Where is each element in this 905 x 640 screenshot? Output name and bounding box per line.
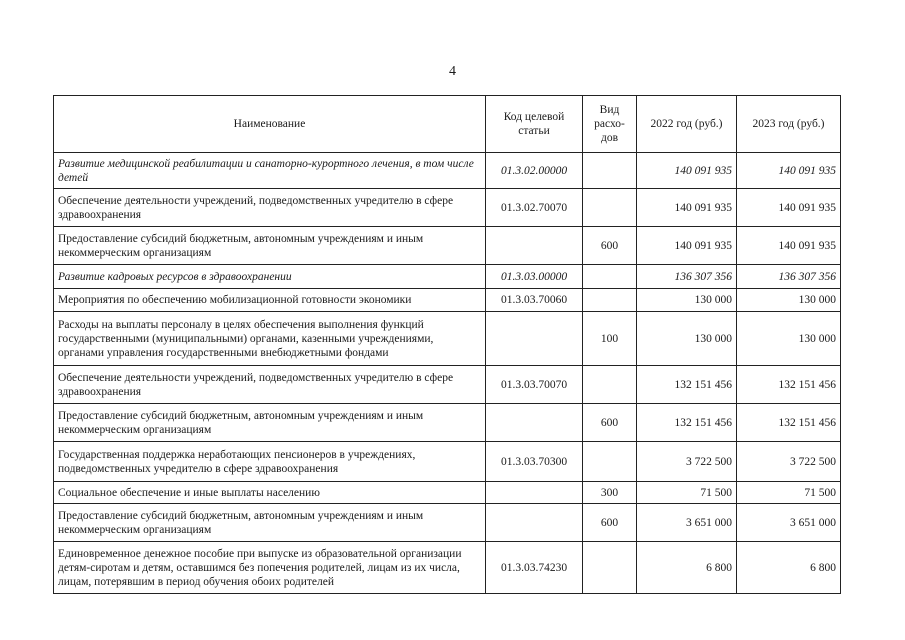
row-code: 01.3.03.70300 [486,442,583,482]
table-row [54,482,841,504]
row-2023: 6 800 [737,542,841,594]
row-code [486,404,583,442]
table-header-row [54,96,841,153]
table-row [54,227,841,265]
row-2022: 3 651 000 [637,504,737,542]
row-2023: 3 722 500 [737,442,841,482]
row-name: Предоставление субсидий бюджетным, автономным учреждениям и иным некоммерческим организациям [54,504,486,542]
header-2022: 2022 год (руб.) [637,96,737,153]
table-row [54,312,841,366]
row-2022: 130 000 [637,312,737,366]
row-name: Развитие медицинской реабилитации и санаторно-курортного лечения, в том числе детей [54,153,486,189]
row-name: Мероприятия по обеспечению мобилизационной готовности экономики [54,289,486,312]
table-row [54,153,841,189]
header-2023: 2023 год (руб.) [737,96,841,153]
row-vid: 600 [583,504,637,542]
row-2022: 132 151 456 [637,404,737,442]
row-2023: 130 000 [737,312,841,366]
row-code [486,312,583,366]
row-2023: 140 091 935 [737,189,841,227]
row-vid: 600 [583,404,637,442]
row-vid [583,153,637,189]
row-code: 01.3.02.70070 [486,189,583,227]
row-code: 01.3.03.74230 [486,542,583,594]
row-2022: 140 091 935 [637,189,737,227]
row-code [486,482,583,504]
table-row [54,404,841,442]
table-row [54,504,841,542]
row-name: Предоставление субсидий бюджетным, автономным учреждениям и иным некоммерческим организациям [54,404,486,442]
row-2023: 132 151 456 [737,404,841,442]
table-row [54,189,841,227]
row-name: Предоставление субсидий бюджетным, автономным учреждениям и иным некоммерческим организациям [54,227,486,265]
row-2022: 140 091 935 [637,227,737,265]
row-vid: 300 [583,482,637,504]
row-name: Расходы на выплаты персоналу в целях обеспечения выполнения функций государственными (муниципальными) органами, казенными учреждениями, органами управления государственными внебюджетными фондами [54,312,486,366]
row-2022: 132 151 456 [637,366,737,404]
row-name: Государственная поддержка неработающих пенсионеров в учреждениях, подведомственных учредителю в сфере здравоохранения [54,442,486,482]
row-2022: 136 307 356 [637,265,737,289]
row-vid [583,366,637,404]
row-code: 01.3.03.70070 [486,366,583,404]
row-name: Обеспечение деятельности учреждений, подведомственных учредителю в сфере здравоохранения [54,366,486,404]
row-code [486,227,583,265]
row-name: Социальное обеспечение и иные выплаты населению [54,482,486,504]
row-vid [583,542,637,594]
row-2023: 132 151 456 [737,366,841,404]
row-code: 01.3.02.00000 [486,153,583,189]
row-2022: 140 091 935 [637,153,737,189]
row-2023: 140 091 935 [737,227,841,265]
row-code [486,504,583,542]
row-2023: 136 307 356 [737,265,841,289]
row-name: Развитие кадровых ресурсов в здравоохранении [54,265,486,289]
header-vid: Вид расхо-дов [583,96,637,153]
row-2022: 130 000 [637,289,737,312]
row-2023: 130 000 [737,289,841,312]
row-vid [583,289,637,312]
row-name: Обеспечение деятельности учреждений, подведомственных учредителю в сфере здравоохранения [54,189,486,227]
table-row [54,289,841,312]
table-row [54,366,841,404]
header-code: Код целевой статьи [486,96,583,153]
row-2022: 3 722 500 [637,442,737,482]
row-vid [583,442,637,482]
budget-table [53,95,841,594]
row-2023: 140 091 935 [737,153,841,189]
table-row [54,442,841,482]
header-name: Наименование [54,96,486,153]
row-2022: 6 800 [637,542,737,594]
row-2023: 3 651 000 [737,504,841,542]
table-row [54,542,841,594]
row-code: 01.3.03.70060 [486,289,583,312]
row-vid [583,265,637,289]
row-2022: 71 500 [637,482,737,504]
row-2023: 71 500 [737,482,841,504]
row-vid [583,189,637,227]
row-name: Единовременное денежное пособие при выпуске из образовательной организации детям-сиротам и детям, оставшимся без попечения родителей, лицам из их числа, лицам, потерявшим в период обучения обоих родителей [54,542,486,594]
row-vid: 100 [583,312,637,366]
row-vid: 600 [583,227,637,265]
page-number: 4 [449,64,456,79]
table-row [54,265,841,289]
row-code: 01.3.03.00000 [486,265,583,289]
